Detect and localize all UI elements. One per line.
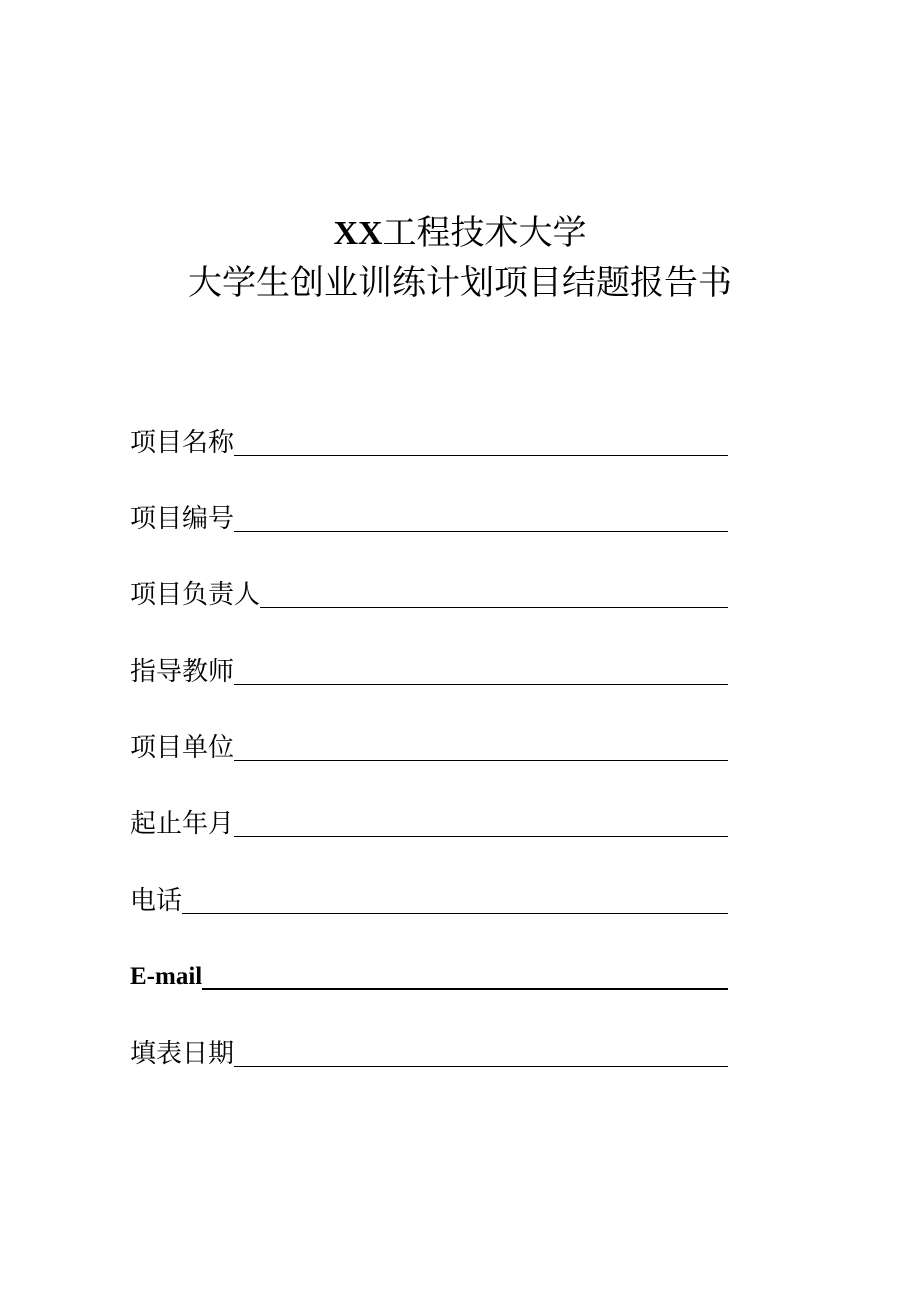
field-label-fill-date: 填表日期 bbox=[130, 1039, 235, 1069]
field-project-name bbox=[130, 420, 728, 460]
field-label-project-leader: 项目负责人 bbox=[130, 580, 261, 610]
field-label-project-unit: 项目单位 bbox=[130, 733, 235, 763]
field-input-project-name[interactable] bbox=[234, 429, 728, 456]
university-title-prefix: XX bbox=[333, 215, 383, 252]
field-input-fill-date[interactable] bbox=[234, 1040, 728, 1067]
field-phone bbox=[130, 878, 728, 918]
field-input-advisor[interactable] bbox=[234, 658, 728, 685]
field-input-project-leader[interactable] bbox=[260, 581, 728, 608]
report-title: 大学生创业训练计划项目结题报告书 bbox=[188, 263, 732, 303]
field-start-end-date bbox=[130, 801, 728, 841]
field-input-email[interactable] bbox=[202, 962, 728, 990]
field-label-start-end-date: 起止年月 bbox=[130, 809, 235, 839]
field-label-email: E-mail bbox=[130, 963, 203, 990]
field-label-advisor: 指导教师 bbox=[130, 657, 235, 687]
field-label-project-name: 项目名称 bbox=[130, 428, 235, 458]
field-fill-date bbox=[130, 1031, 728, 1071]
field-advisor bbox=[130, 649, 728, 689]
field-input-project-unit[interactable] bbox=[234, 734, 728, 761]
field-label-phone: 电话 bbox=[130, 886, 183, 916]
field-input-start-end-date[interactable] bbox=[234, 810, 728, 837]
field-project-unit bbox=[130, 725, 728, 765]
field-project-leader bbox=[130, 572, 728, 612]
university-title bbox=[0, 208, 920, 259]
field-input-phone[interactable] bbox=[182, 887, 728, 914]
field-project-number bbox=[130, 496, 728, 536]
field-email bbox=[130, 954, 728, 994]
university-title-name: 工程技术大学 bbox=[382, 213, 587, 253]
field-label-project-number: 项目编号 bbox=[130, 504, 235, 534]
field-input-project-number[interactable] bbox=[234, 505, 728, 532]
